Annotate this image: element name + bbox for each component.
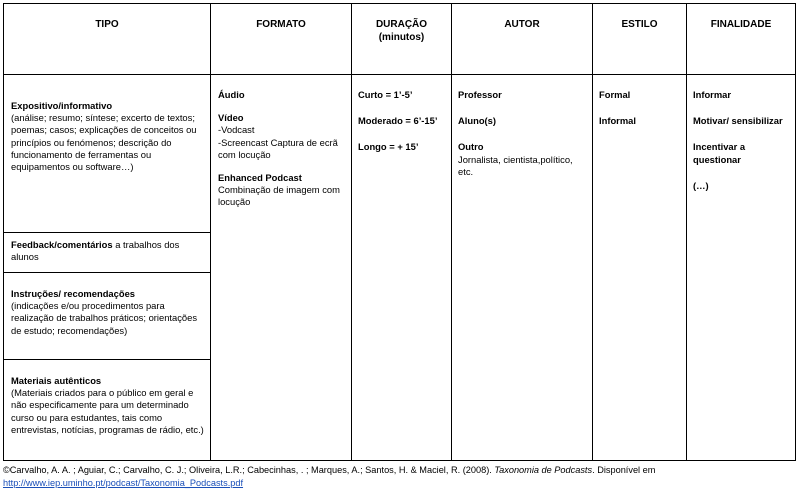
autor-professor: Professor	[458, 89, 502, 100]
header-autor-label: AUTOR	[504, 19, 540, 30]
tipo-instrucoes	[11, 288, 207, 337]
header-divider	[4, 74, 795, 75]
citation-link[interactable]: http://www.iep.uminho.pt/podcast/Taxonomia_Podcasts.pdf	[3, 478, 244, 488]
formato-video: Vídeo	[218, 112, 244, 124]
finalidade-etc: (…)	[693, 179, 709, 191]
tipo-expositivo	[11, 100, 207, 173]
header-estilo-label: ESTILO	[621, 19, 658, 30]
row-divider	[4, 272, 210, 273]
formato-vodcast: -Vodcast	[218, 124, 255, 136]
formato-screencast: -Screencast Captura de ecrã com locução	[218, 136, 338, 160]
duracao-longo: Longo = + 15’	[358, 141, 419, 153]
finalidade-motivar: Motivar/ sensibilizar	[693, 115, 783, 127]
taxonomy-table	[3, 3, 796, 461]
autor-cell	[458, 89, 590, 178]
tipo-feedback	[11, 239, 207, 263]
header-tipo-label: TIPO	[95, 19, 119, 30]
formato-audio: Áudio	[218, 89, 245, 100]
citation-title: Taxonomia de Podcasts	[494, 465, 593, 475]
estilo-informal: Informal	[599, 115, 636, 127]
header-estilo	[593, 4, 686, 74]
citation-text: ©Carvalho, A. A. ; Aguiar, C.; Carvalho, C. J.; Oliveira, L.R.; Cabecinhas, . ; Marques, A.; Santos, H. & Maciel, R. (2008).	[3, 465, 495, 475]
header-duracao-label: DURAÇÃO	[375, 19, 428, 30]
finalidade-incentivar: Incentivar a questionar	[693, 141, 746, 165]
citation-available: . Disponível em	[592, 465, 656, 475]
finalidade-cell	[693, 89, 793, 192]
header-finalidade-label: FINALIDADE	[710, 19, 772, 30]
row-divider	[4, 232, 210, 233]
duracao-curto: Curto = 1’-5’	[358, 89, 413, 100]
header-finalidade	[687, 4, 795, 74]
header-duracao-sub: (minutos)	[378, 32, 425, 43]
tipo-expositivo-desc: (análise; resumo; síntese; excerto de textos; poemas; casos; explicações de conceitos ou princípios ou fenómenos; descrição do funcionamento de ferramentas ou equipamentos ou software…)	[11, 112, 197, 173]
estilo-cell	[599, 89, 684, 127]
citation-footer	[3, 464, 798, 490]
formato-enhanced-desc: Combinação de imagem com locução	[218, 184, 340, 208]
header-tipo	[4, 4, 210, 74]
formato-enhanced: Enhanced Podcast	[218, 172, 302, 184]
header-autor	[452, 4, 592, 74]
duracao-moderado: Moderado = 6’-15’	[358, 115, 438, 127]
tipo-materiais-title: Materiais autênticos	[11, 375, 102, 386]
header-formato-label: FORMATO	[256, 19, 306, 30]
autor-alunos: Aluno(s)	[458, 115, 497, 127]
row-divider	[4, 359, 210, 360]
tipo-instrucoes-desc: (indicações e/ou procedimentos para realização de trabalhos práticos; orientações de estudo; recomendações)	[11, 300, 198, 336]
tipo-expositivo-title: Expositivo/informativo	[11, 100, 113, 111]
tipo-feedback-title: Feedback/comentários	[11, 239, 113, 250]
finalidade-informar: Informar	[693, 89, 732, 100]
tipo-materiais-desc: (Materiais criados para o público em geral e não especificamente para um determinado curso ou para estudantes, tais como entrevistas, notícias, programas de rádio, etc.)	[11, 387, 204, 435]
autor-outro: Outro	[458, 141, 484, 153]
estilo-formal: Formal	[599, 89, 631, 100]
formato-cell	[218, 89, 348, 209]
duracao-cell	[358, 89, 450, 154]
tipo-instrucoes-title: Instruções/ recomendações	[11, 288, 136, 299]
tipo-feedback-desc: a trabalhos dos alunos	[11, 239, 180, 263]
header-formato	[211, 4, 351, 74]
tipo-materiais	[11, 375, 207, 436]
autor-outro-desc: Jornalista, cientista,político, etc.	[458, 153, 573, 177]
header-duracao	[352, 4, 451, 74]
